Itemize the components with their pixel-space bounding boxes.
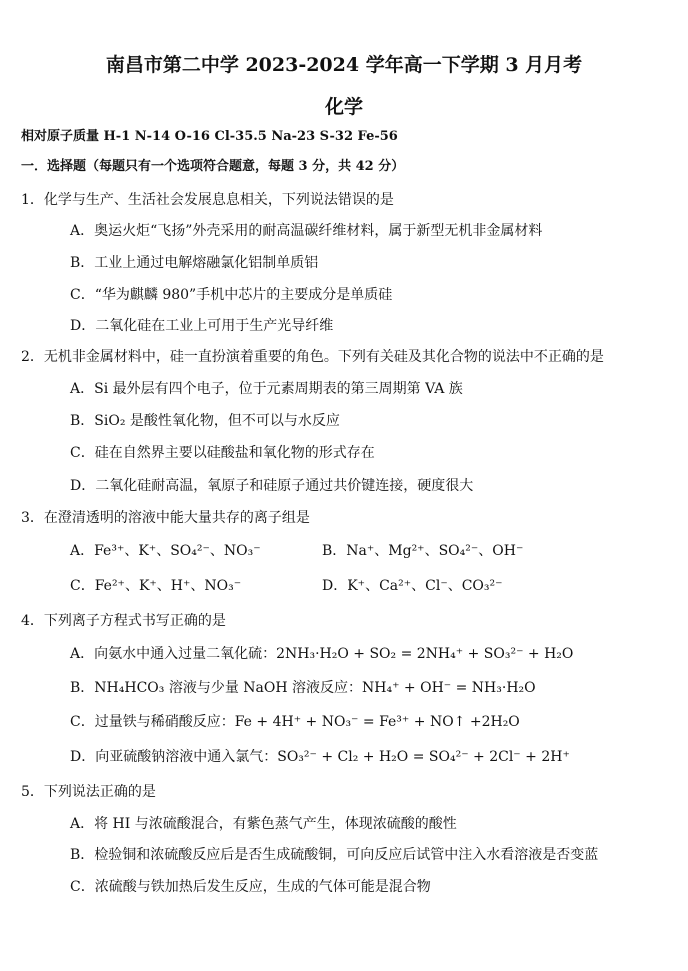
question-1-option-b: B．工业上通过电解熔融氯化铝制单质铝: [70, 255, 319, 271]
question-3-option-c: C．Fe²⁺、K⁺、H⁺、NO₃⁻: [70, 578, 242, 594]
question-3-option-d: D．K⁺、Ca²⁺、Cl⁻、CO₃²⁻: [322, 578, 503, 594]
question-2-option-c: C．硅在自然界主要以硅酸盐和氧化物的形式存在: [70, 445, 375, 461]
question-1-option-d: D．二氧化硅在工业上可用于生产光导纤维: [70, 318, 334, 334]
question-4-option-b: B．NH₄HCO₃ 溶液与少量 NaOH 溶液反应：NH₄⁺ + OH⁻ = NH₃·H₂O: [70, 680, 536, 696]
question-4-option-a: A．向氨水中通入过量二氧化硫：2NH₃·H₂O + SO₂ = 2NH₄⁺ + SO₃²⁻ + H₂O: [70, 646, 574, 662]
question-2-option-a: A．Si 最外层有四个电子，位于元素周期表的第三周期第 VA 族: [70, 381, 463, 397]
exam-title: 南昌市第二中学 2023-2024 学年高一下学期 3 月月考: [105, 54, 583, 76]
question-2-option-d: D．二氧化硅耐高温，氧原子和硅原子通过共价键连接，硬度很大: [70, 478, 474, 494]
question-1-stem: 1．化学与生产、生活社会发展息息相关，下列说法错误的是: [21, 192, 394, 208]
question-4-option-d: D．向亚硫酸钠溶液中通入氯气：SO₃²⁻ + Cl₂ + H₂O = SO₄²⁻ + 2Cl⁻ + 2H⁺: [70, 749, 570, 765]
question-3-option-b: B．Na⁺、Mg²⁺、SO₄²⁻、OH⁻: [322, 543, 524, 559]
question-3-option-a: A．Fe³⁺、K⁺、SO₄²⁻、NO₃⁻: [70, 543, 261, 559]
question-1-option-a: A．奥运火炬“飞扬”外壳采用的耐高温碳纤维材料，属于新型无机非金属材料: [70, 223, 543, 239]
atomic-masses: 相对原子质量 H-1 N-14 O-16 Cl-35.5 Na-23 S-32 Fe-56: [21, 129, 398, 144]
question-4-stem: 4．下列离子方程式书写正确的是: [21, 613, 226, 629]
question-2-stem: 2．无机非金属材料中，硅一直扮演着重要的角色。下列有关硅及其化合物的说法中不正确的是: [21, 349, 604, 365]
section-heading: 一．选择题（每题只有一个选项符合题意，每题 3 分，共 42 分）: [21, 159, 405, 174]
question-3-stem: 3．在澄清透明的溶液中能大量共存的离子组是: [21, 510, 310, 526]
subject-title: 化学: [324, 96, 363, 118]
question-2-option-b: B．SiO₂ 是酸性氧化物，但不可以与水反应: [70, 413, 340, 429]
question-5-option-a: A．将 HI 与浓硫酸混合，有紫色蒸气产生，体现浓硫酸的酸性: [70, 816, 457, 832]
question-1-option-c: C．“华为麒麟 980”手机中芯片的主要成分是单质硅: [70, 287, 393, 303]
question-5-stem: 5．下列说法正确的是: [21, 784, 156, 800]
question-4-option-c: C．过量铁与稀硝酸反应：Fe + 4H⁺ + NO₃⁻ = Fe³⁺ + NO↑ +2H₂O: [70, 714, 520, 730]
question-5-option-c: C．浓硫酸与铁加热后发生反应，生成的气体可能是混合物: [70, 879, 431, 895]
question-5-option-b: B．检验铜和浓硫酸反应后是否生成硫酸铜，可向反应后试管中注入水看溶液是否变蓝: [70, 847, 599, 863]
